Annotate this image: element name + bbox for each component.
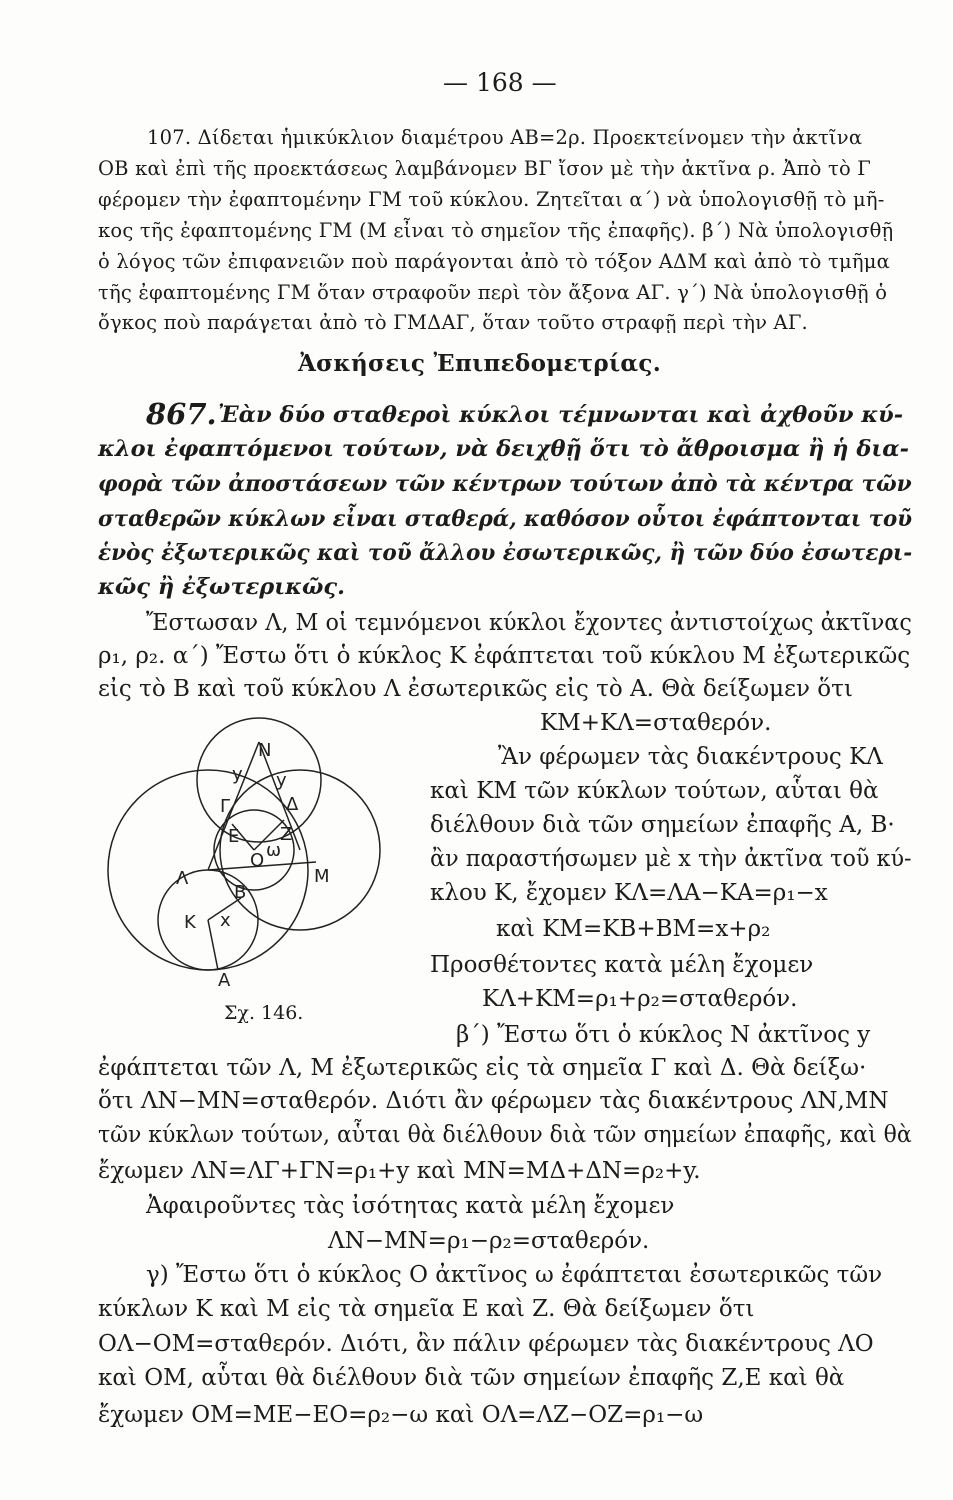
side-line: καὶ ΚΜ=ΚΒ+ΒΜ=x+ρ₂ [496, 916, 771, 942]
label-N: N [258, 740, 272, 761]
equation-a: ΚΜ+ΚΛ=σταθερόν. [540, 710, 772, 736]
figure-146 [96, 702, 436, 1002]
figure-caption: Σχ. 146. [224, 1002, 304, 1024]
part-c-line: ἔχωμεν ΟΜ=ΜΕ−ΕΟ=ρ₂−ω καὶ ΟΛ=ΛΖ−ΟΖ=ρ₁−ω [98, 1402, 704, 1428]
proof-line: Ἔστωσαν Λ, Μ οἱ τεμνόμενοι κύκλοι ἔχοντες ἀντιστοίχως ἀκτῖνας [146, 610, 912, 636]
side-line: κλου Κ, ἔχομεν ΚΛ=ΛΑ−ΚΑ=ρ₁−x [430, 880, 828, 906]
section-heading: Ἀσκήσεις Ἐπιπεδομετρίας. [298, 350, 662, 377]
problem-107-line: 107. Δίδεται ἡμικύκλιον διαμέτρου ΑΒ=2ρ. Προεκτείνομεν τὴν ἀκτῖνα [147, 126, 863, 149]
problem-107-line: ὄγκος ποὺ παράγεται ἀπὸ τὸ ΓΜΔΑΓ, ὅταν τοῦτο στραφῇ περὶ τὴν ΑΓ. [98, 311, 808, 334]
problem-867-line: ἑνὸς ἐξωτερικῶς καὶ τοῦ ἄλλου ἐσωτερικῶς, ἢ τῶν δύο ἐσωτερι- [98, 540, 913, 566]
part-b-line: ὅτι ΛΝ−ΜΝ=σταθερόν. Διότι ἂν φέρωμεν τὰς διακέντρους ΛΝ,ΜΝ [98, 1088, 889, 1114]
part-b-line: ἔχωμεν ΛΝ=ΛΓ+ΓΝ=ρ₁+y καὶ ΜΝ=ΜΔ+ΔΝ=ρ₂+y. [98, 1158, 701, 1184]
part-c-line: κύκλων Κ καὶ Μ εἰς τὰ σημεῖα Ε καὶ Ζ. Θὰ δείξωμεν ὅτι [98, 1296, 755, 1322]
side-line: καὶ ΚΜ τῶν κύκλων τούτων, αὗται θὰ [430, 778, 879, 804]
label-y2: y [276, 770, 287, 791]
label-omega: ω [266, 840, 282, 861]
part-c-line: ΟΛ−ΟΜ=σταθερόν. Διότι, ἂν πάλιν φέρωμεν τὰς διακέντρους ΛΟ [98, 1331, 874, 1357]
equation-b: ΛΝ−ΜΝ=ρ₁−ρ₂=σταθερόν. [328, 1228, 650, 1254]
label-A: A [218, 970, 231, 991]
label-x: x [220, 910, 231, 931]
problem-107-line: τῆς ἐφαπτομένης ΓΜ ὅταν στραφοῦν περὶ τὸν ἄξονα ΑΓ. γ΄) Νὰ ὑπολογισθῇ ὁ [98, 281, 888, 304]
proof-line: εἰς τὸ Β καὶ τοῦ κύκλου Λ ἐσωτερικῶς εἰς τὸ Α. Θὰ δείξωμεν ὅτι [98, 676, 853, 702]
problem-867-line: φορὰ τῶν ἀποστάσεων τῶν κέντρων τούτων ἀπὸ τὰ κέντρα τῶν [98, 471, 912, 497]
label-Z: Z [280, 824, 293, 845]
label-Delta: Δ [286, 794, 299, 815]
problem-107-line: ὁ λόγος τῶν ἐπιφανειῶν ποὺ παράγονται ἀπὸ τὸ τόξον ΑΔΜ καὶ ἀπὸ τὸ τμῆμα [98, 250, 890, 273]
label-Lambda: Λ [176, 868, 189, 889]
label-O: O [250, 850, 265, 871]
label-y1: y [232, 764, 243, 785]
side-line: ἂν παραστήσωμεν μὲ x τὴν ἀκτῖνα τοῦ κύ- [430, 846, 912, 872]
problem-867-line: σταθερῶν κύκλων εἶναι σταθερά, καθόσον οὗτοι ἐφάπτονται τοῦ [98, 506, 913, 532]
circle-nu [197, 718, 321, 842]
part-b-line: τῶν κύκλων τούτων, αὗται θὰ διέλθουν διὰ τῶν σημείων ἐπαφῆς, καὶ θὰ [98, 1122, 912, 1148]
problem-107-line: φέρομεν τὴν ἐφαπτομένην ΓΜ τοῦ κύκλου. Ζητεῖται α΄) νὰ ὑπολογισθῇ τὸ μῆ- [98, 188, 885, 211]
page-number: — 168 — [443, 68, 557, 97]
part-b-line: Ἀφαιροῦντες τὰς ἰσότητας κατὰ μέλη ἔχομεν [146, 1193, 675, 1219]
label-M: M [314, 866, 330, 887]
label-Gamma: Γ [220, 796, 231, 817]
problem-867-line: κλοι ἐφαπτόμενοι τούτων, νὰ δειχθῇ ὅτι τὸ ἄθροισμα ἢ ἡ δια- [98, 436, 909, 462]
label-B: B [234, 882, 247, 903]
problem-867-number: 867. [146, 397, 217, 431]
side-line: ΚΛ+ΚΜ=ρ₁+ρ₂=σταθερόν. [482, 986, 798, 1012]
label-K: K [184, 912, 196, 933]
problem-107-line: κος τῆς ἐφαπτομένης ΓΜ (Μ εἶναι τὸ σημεῖον τῆς ἐπαφῆς). β΄) Νὰ ὑπολογισθῇ [98, 219, 894, 242]
part-b-line: ἐφάπτεται τῶν Λ, Μ ἐξωτερικῶς εἰς τὰ σημεῖα Γ καὶ Δ. Θὰ δείξω· [98, 1055, 867, 1081]
side-line: Ἂν φέρωμεν τὰς διακέντρους ΚΛ [498, 744, 883, 770]
problem-107-line: ΟΒ καὶ ἐπὶ τῆς προεκτάσεως λαμβάνομεν ΒΓ ἴσον μὲ τὴν ἀκτῖνα ρ. Ἀπὸ τὸ Γ [98, 157, 872, 180]
problem-867-line: κῶς ἢ ἐξωτερικῶς. [98, 574, 345, 600]
side-line: β΄) Ἔστω ὅτι ὁ κύκλος Ν ἀκτῖνος y [456, 1022, 871, 1048]
part-c-line: γ) Ἔστω ὅτι ὁ κύκλος Ο ἀκτῖνος ω ἐφάπτεται ἐσωτερικῶς τῶν [146, 1262, 883, 1288]
part-c-line: καὶ ΟΜ, αὗται θὰ διέλθουν διὰ τῶν σημείων ἐπαφῆς Ζ,Ε καὶ θὰ [98, 1365, 845, 1391]
side-line: Προσθέτοντες κατὰ μέλη ἔχομεν [430, 952, 814, 978]
line-kappa-a [208, 920, 218, 970]
label-E: E [228, 826, 240, 847]
problem-867-line: Ἐὰν δύο σταθεροὶ κύκλοι τέμνωνται καὶ ἀχθοῦν κύ- [218, 402, 904, 428]
side-line: διέλθουν διὰ τῶν σημείων ἐπαφῆς Α, Β· [430, 812, 895, 838]
proof-line: ρ₁, ρ₂. α΄) Ἔστω ὅτι ὁ κύκλος Κ ἐφάπτεται τοῦ κύκλου Μ ἐξωτερικῶς [98, 643, 911, 669]
